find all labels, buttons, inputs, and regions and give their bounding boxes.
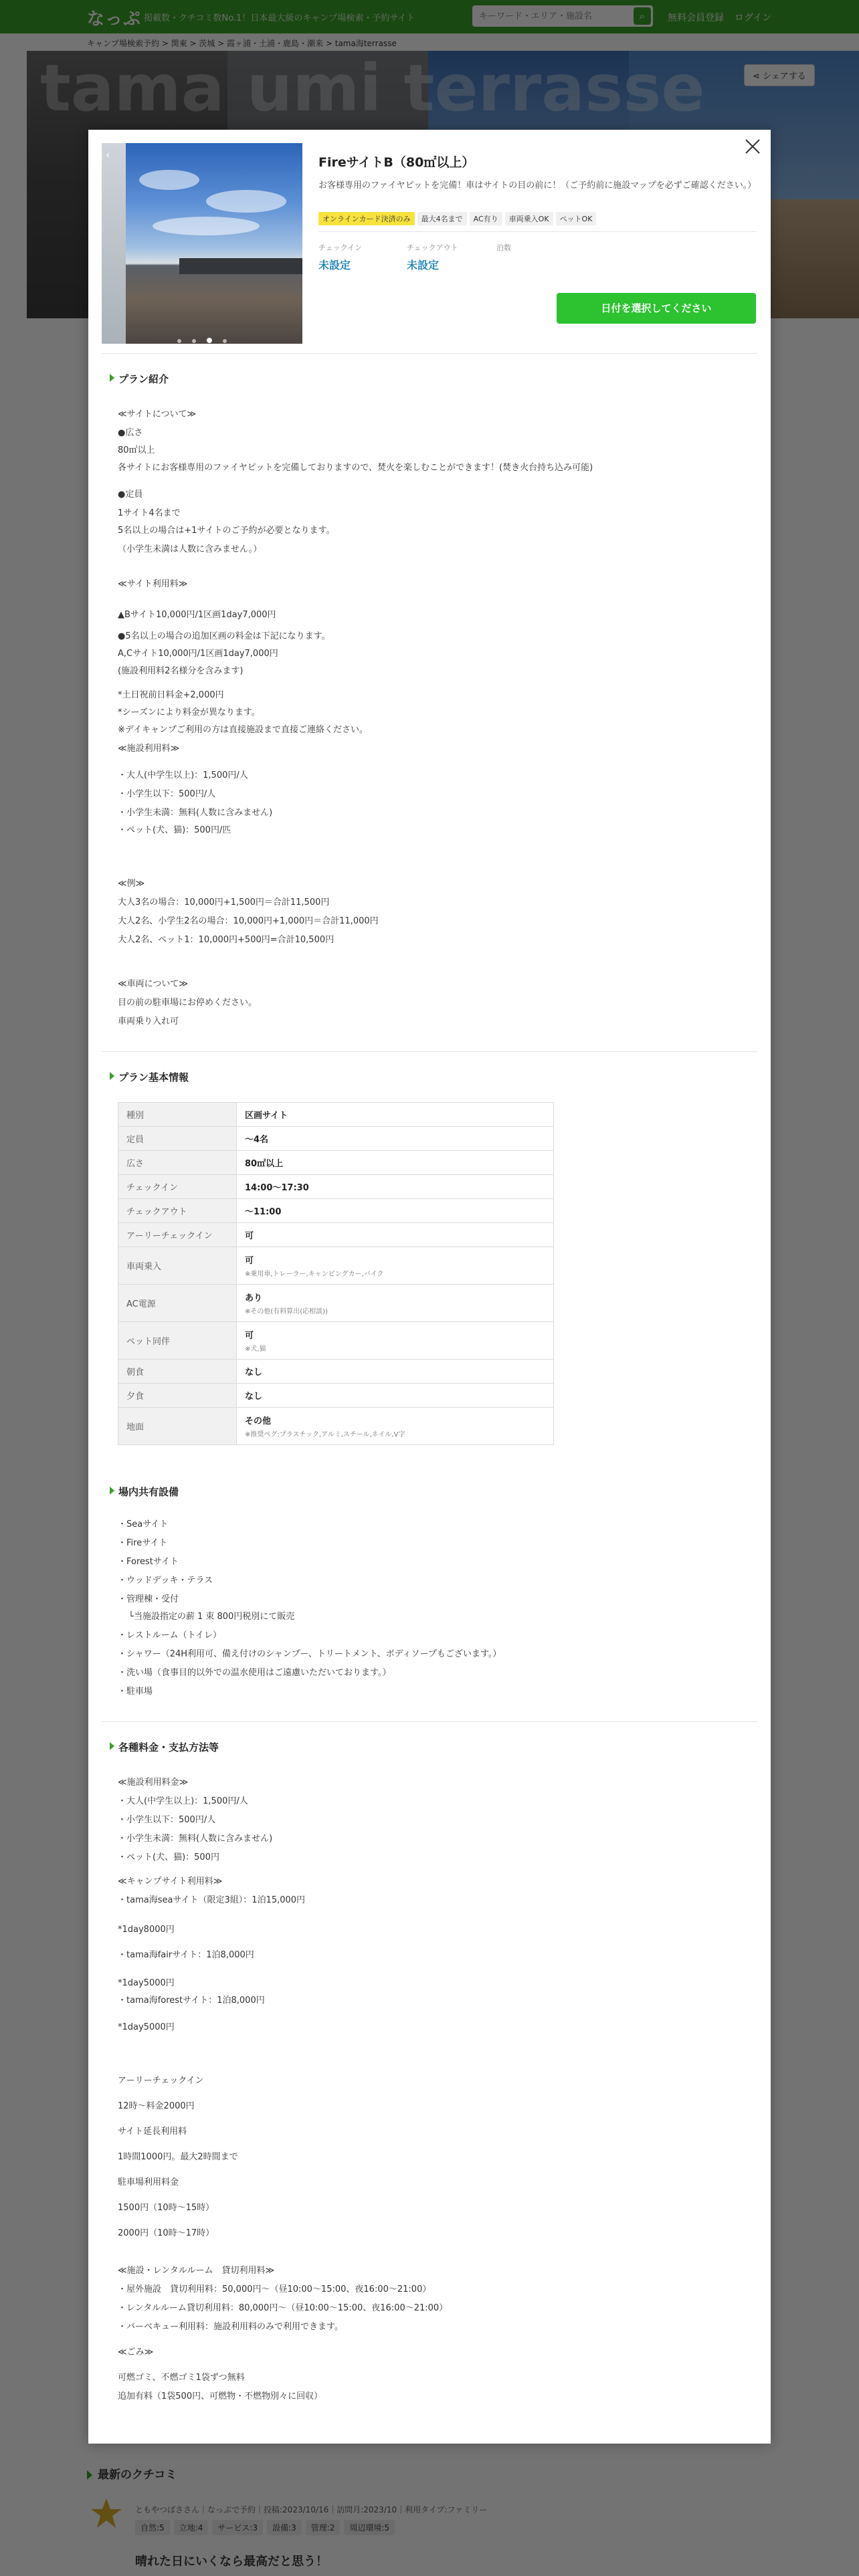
fee-line: ・tama海seaサイト（限定3組）：1泊15,000円 <box>118 1895 306 1905</box>
table-label: AC電源 <box>118 1285 237 1322</box>
table-label: 地面 <box>118 1408 237 1445</box>
tag-vehicle: 車両乗入OK <box>505 212 553 225</box>
section-facilities: 場内共有設備 <box>110 1485 179 1499</box>
table-value: 〜11:00 <box>237 1199 554 1223</box>
table-value: なし <box>237 1360 554 1384</box>
intro-line: 80㎡以上 <box>118 445 155 455</box>
section-divider <box>102 1051 757 1052</box>
intro-line: ▲Bサイト10,000円/1区画1day7,000円 <box>118 610 276 620</box>
intro-line: ≪サイトについて≫ <box>118 409 197 419</box>
table-label: 夕食 <box>118 1384 237 1408</box>
table-label: チェックアウト <box>118 1199 237 1223</box>
fee-line: ・屋外施設 貸切利用料：50,000円〜（昼10:00〜15:00、夜16:00〜21:00） <box>118 2284 432 2294</box>
table-value: 可 <box>245 1256 254 1266</box>
fee-line: ≪施設・レンタルルーム 貸切利用料≫ <box>118 2266 275 2276</box>
table-row <box>118 1285 554 1322</box>
fee-line: ・小学生未満：無料(人数に含みません) <box>118 1834 273 1844</box>
fee-line: ・tama海fairサイト：1泊8,000円 <box>118 1950 254 1960</box>
intro-line: *土日祝前日料金+2,000円 <box>118 690 224 700</box>
fee-line: *1day5000円 <box>118 1978 175 1988</box>
fee-line: ・小学生以下：500円/人 <box>118 1815 216 1825</box>
table-value: あり <box>245 1293 263 1303</box>
plan-photo <box>126 143 302 344</box>
tag-card-payment: オンラインカード決済のみ <box>318 212 415 225</box>
table-label: 広さ <box>118 1151 237 1175</box>
table-cell <box>237 1247 554 1285</box>
intro-line: A,Cサイト10,000円/1区画1day7,000円 <box>118 649 278 659</box>
checkout-label: チェックアウト <box>407 243 458 252</box>
fee-line: 1時間1000円。最大2時間まで <box>118 2152 238 2162</box>
facility-item: └当施設指定の薪 1 束 800円税別にて販売 <box>128 1612 295 1622</box>
fee-line: ・バーベキュー利用料：施設利用料のみで利用できます。 <box>118 2322 343 2332</box>
table-value: 可 <box>245 1331 254 1341</box>
close-icon[interactable] <box>743 136 763 156</box>
table-label: ペット同伴 <box>118 1322 237 1360</box>
table-cell <box>237 1408 554 1445</box>
table-note: ※乗用車,トレーラー,キャンピングカー,バイク <box>245 1271 384 1278</box>
table-value: 14:00〜17:30 <box>237 1175 554 1199</box>
table-row <box>118 1103 554 1127</box>
carousel-prev-image[interactable] <box>102 143 126 344</box>
table-cell <box>237 1322 554 1360</box>
table-value: 〜4名 <box>237 1127 554 1151</box>
table-label: アーリーチェックイン <box>118 1223 237 1247</box>
intro-line: 5名以上の場合は+1サイトのご予約が必要となります。 <box>118 526 335 536</box>
intro-line: 大人3名の場合：10,000円+1,500円＝合計11,500円 <box>118 897 330 907</box>
section-fees: 各種料金・支払方法等 <box>110 1740 219 1754</box>
fee-line: *1day8000円 <box>118 1925 175 1935</box>
table-label: 定員 <box>118 1127 237 1151</box>
carousel-dot[interactable] <box>192 339 196 343</box>
intro-line: ≪車両について≫ <box>118 979 188 989</box>
intro-line: 各サイトにお客様専用のファイヤピットを完備しておりますので、焚火を楽しむことができます！(焚き火台持ち込み可能) <box>118 463 593 473</box>
table-note: ※その他(有料算出(応相談)) <box>245 1308 328 1315</box>
intro-line: ・ペット(犬、猫)：500円/匹 <box>118 825 231 835</box>
fee-line: アーリーチェックイン <box>118 2076 204 2086</box>
table-value: その他 <box>245 1416 272 1426</box>
intro-line: 1サイト4名まで <box>118 508 181 518</box>
intro-line: 大人2名、ペット1：10,000円+500円=合計10,500円 <box>118 935 335 945</box>
section-plan-basic: プラン基本情報 <box>110 1070 189 1084</box>
facility-item: ・Forestサイト <box>118 1557 179 1567</box>
carousel-dot[interactable] <box>177 339 181 343</box>
intro-line: *シーズンにより料金が異なります。 <box>118 708 260 718</box>
photo-building <box>179 258 302 274</box>
intro-line: ≪施設利用料≫ <box>118 744 180 754</box>
intro-line: 大人2名、小学生2名の場合：10,000円+1,000円＝合計11,000円 <box>118 916 379 926</box>
fee-line: 駐車場利用料金 <box>118 2177 179 2187</box>
fee-line: ・tama海forestサイト：1泊8,000円 <box>118 1996 265 2006</box>
fee-line: 12時〜料金2000円 <box>118 2101 195 2111</box>
tag-ac: AC有り <box>470 212 502 225</box>
plan-description: お客様専用のファイヤピットを完備！車はサイトの目の前に！（ご予約前に施設マップを必ずご確認ください。） <box>318 181 757 191</box>
intro-line: ≪例≫ <box>118 879 145 889</box>
intro-line: ・大人(中学生以上)：1,500円/人 <box>118 770 248 780</box>
section-divider <box>102 1721 757 1722</box>
plan-title: FireサイトB（80㎡以上） <box>318 155 475 170</box>
table-row <box>118 1127 554 1151</box>
table-value: 80㎡以上 <box>237 1151 554 1175</box>
fee-line: ≪ごみ≫ <box>118 2347 154 2357</box>
fee-line: 1500円（10時〜15時） <box>118 2203 215 2213</box>
checkout-value[interactable]: 未設定 <box>407 259 440 272</box>
fee-line: ≪キャンプサイト利用料≫ <box>118 1876 223 1887</box>
facility-item: ・洗い場（食事目的以外での温水使用はご遠慮いただいております。） <box>118 1668 391 1678</box>
plan-basic-table <box>118 1102 554 1445</box>
header-divider <box>318 231 756 232</box>
table-row <box>118 1360 554 1384</box>
table-row <box>118 1223 554 1247</box>
intro-line: 車両乗り入れ可 <box>118 1016 179 1027</box>
table-row <box>118 1199 554 1223</box>
tag-pet: ペットOK <box>556 212 597 225</box>
facility-item: ・管理棟・受付 <box>118 1594 179 1604</box>
table-label: 車両乗入 <box>118 1247 237 1285</box>
checkin-label: チェックイン <box>318 243 363 252</box>
section-divider <box>102 353 757 354</box>
table-row <box>118 1247 554 1285</box>
table-row <box>118 1322 554 1360</box>
nights-info <box>496 242 511 253</box>
intro-line: ●広さ <box>118 428 143 438</box>
intro-line: ●定員 <box>118 490 143 500</box>
checkin-info[interactable] <box>318 242 362 272</box>
table-value: 可 <box>237 1223 554 1247</box>
table-cell <box>237 1285 554 1322</box>
table-row <box>118 1384 554 1408</box>
facility-item: ・レストルーム（トイレ） <box>118 1630 221 1640</box>
fee-line: 可燃ゴミ、不燃ゴミ1袋ずつ無料 <box>118 2373 245 2383</box>
fee-line: *1day5000円 <box>118 2022 175 2032</box>
table-row <box>118 1151 554 1175</box>
intro-line: ・小学生未満：無料(人数に含みません) <box>118 808 273 818</box>
plan-photo-carousel[interactable] <box>102 143 302 344</box>
fee-line: ・ペット(犬、猫)：500円 <box>118 1852 219 1862</box>
nights-label: 泊数 <box>496 243 511 252</box>
tag-capacity: 最大4名まで <box>417 212 467 225</box>
fee-line: 追加有料（1袋500円、可燃物・不燃物別々に回収） <box>118 2391 323 2401</box>
facility-item: ・ウッドデッキ・テラス <box>118 1576 213 1586</box>
table-value: なし <box>237 1384 554 1408</box>
intro-line: ≪サイト利用料≫ <box>118 579 188 589</box>
fee-line: ・レンタルルーム貸切利用料：80,000円〜（昼10:00〜15:00、夜16:00〜21:00） <box>118 2303 448 2313</box>
intro-line: ※デイキャンプご利用の方は直接施設まで直接ご連絡ください。 <box>118 725 368 735</box>
fee-line: 2000円（10時〜17時） <box>118 2228 215 2238</box>
intro-line: ●5名以上の場合の追加区画の料金は下記になります。 <box>118 631 330 641</box>
plan-tags <box>318 211 599 225</box>
select-date-button[interactable]: 日付を選択してください <box>557 293 756 324</box>
facility-item: ・Seaサイト <box>118 1519 169 1529</box>
fee-line: サイト延長利用料 <box>118 2127 187 2137</box>
intro-line: 目の前の駐車場にお停めください。 <box>118 998 258 1008</box>
checkin-value[interactable]: 未設定 <box>318 259 351 272</box>
table-note: ※犬,猫 <box>245 1346 266 1353</box>
table-label: 種別 <box>118 1103 237 1127</box>
section-plan-intro: プラン紹介 <box>110 372 169 386</box>
carousel-dot[interactable] <box>223 339 227 343</box>
table-row <box>118 1408 554 1445</box>
intro-line: (施設利用料2名様分を含みます) <box>118 666 244 676</box>
carousel-dots[interactable] <box>102 333 302 344</box>
fee-line: ≪施設利用料金≫ <box>118 1778 189 1788</box>
intro-line: ・小学生以下：500円/人 <box>118 789 216 799</box>
fee-line: ・大人(中学生以上)：1,500円/人 <box>118 1796 248 1806</box>
table-value: 区画サイト <box>237 1103 554 1127</box>
facility-item: ・シャワー（24H利用可、備え付けのシャンプー、トリートメント、ボディソープもございます。） <box>118 1649 502 1659</box>
carousel-prev-icon[interactable]: ‹ <box>106 148 110 161</box>
table-note: ※推奨ペグ:プラスチック,アルミ,スチール,ネイル,V字 <box>245 1431 405 1438</box>
table-label: チェックイン <box>118 1175 237 1199</box>
facility-item: ・駐車場 <box>118 1687 153 1697</box>
table-label: 朝食 <box>118 1360 237 1384</box>
checkout-info[interactable] <box>407 242 458 272</box>
carousel-dot-active[interactable] <box>207 338 212 343</box>
intro-line: （小学生未満は人数に含みません。） <box>118 544 262 554</box>
facility-item: ・Fireサイト <box>118 1538 168 1548</box>
table-row <box>118 1175 554 1199</box>
site-plan-modal <box>88 130 771 2444</box>
